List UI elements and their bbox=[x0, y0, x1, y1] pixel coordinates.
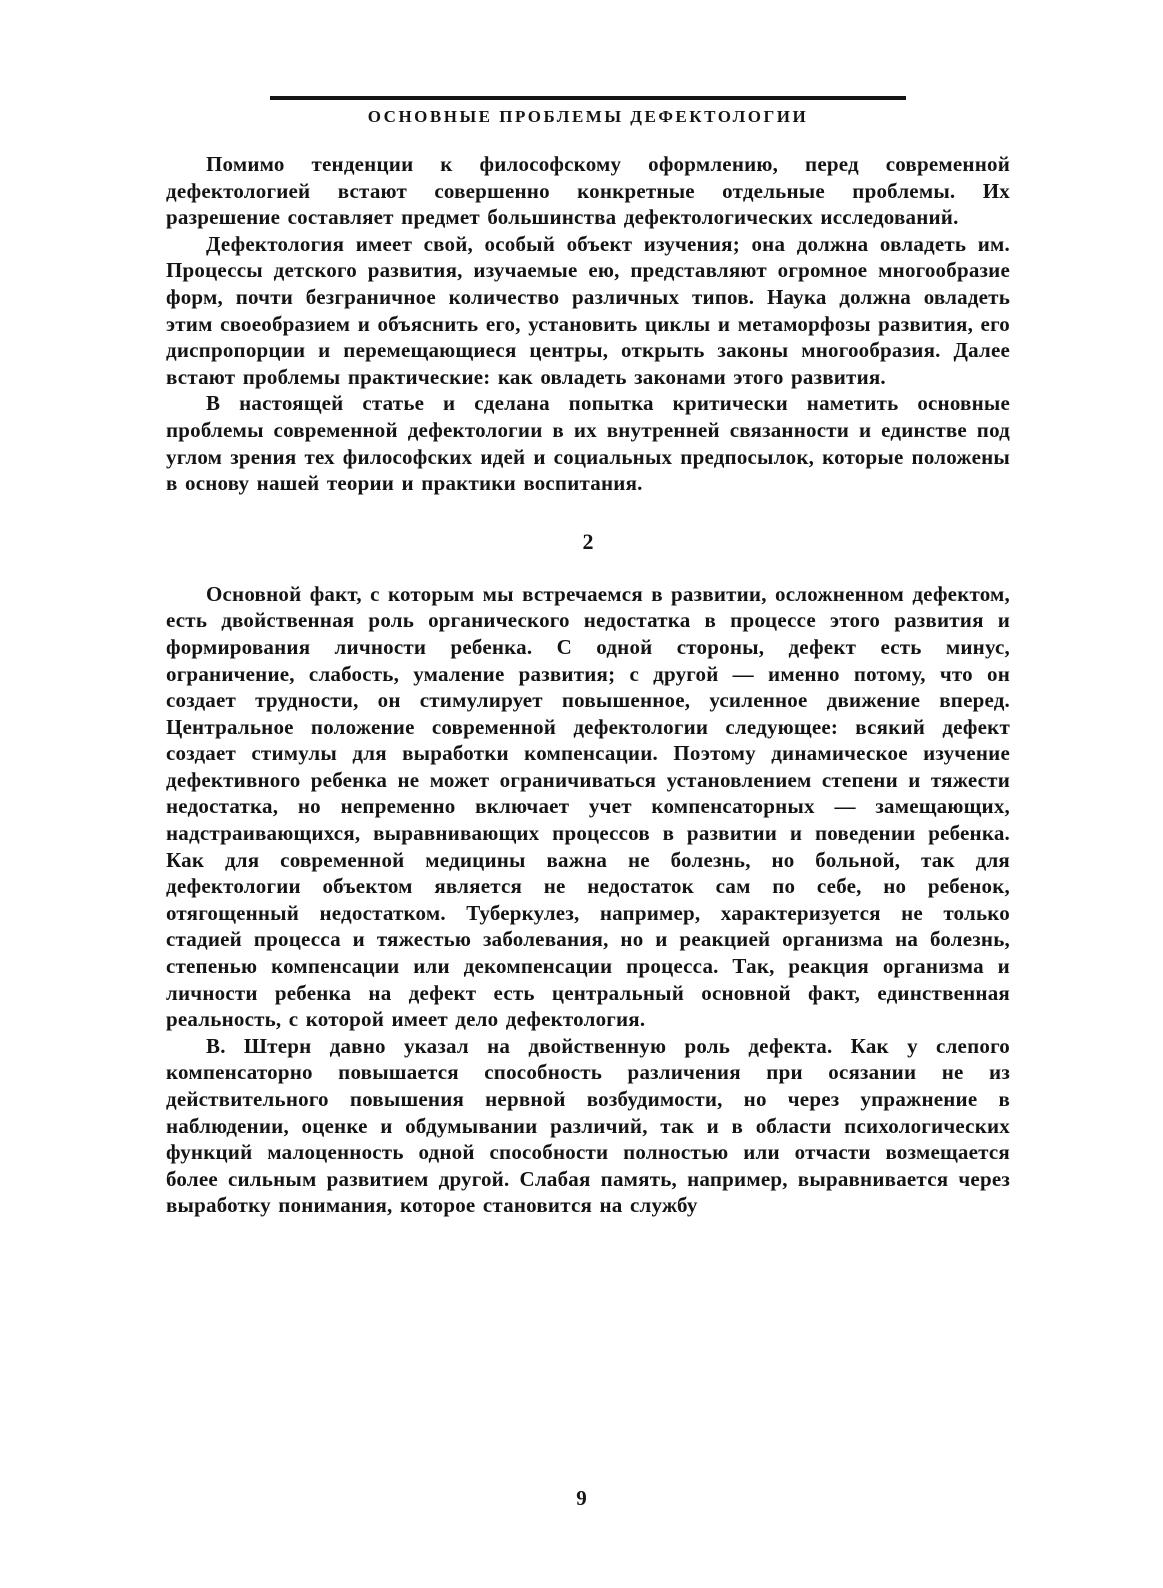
running-header: ОСНОВНЫЕ ПРОБЛЕМЫ ДЕФЕКТОЛОГИИ bbox=[367, 107, 809, 126]
header-rule bbox=[270, 96, 906, 100]
paragraph: В настоящей статье и сделана попытка критически наметить основные проблемы современной дефектологии в их внутренней связанности и единстве под углом зрения тех философских идей и социальных предпосылок, которые положены в основу нашей теории и практики воспитания. bbox=[166, 391, 1010, 496]
page-content bbox=[166, 96, 1010, 1219]
paragraph: В. Штерн давно указал на двойственную роль дефекта. Как у слепого компенсаторно повышается способность различения при осязании не из действительного повышения нервной возбудимости, но через упражнение в наблюдении, оценке и обдумывании различий, так и в области психологических функций малоценность одной способности полностью или отчасти возмещается более сильным развитием другой. Слабая память, например, выравнивается через выработку понимания, которое становится на службу bbox=[166, 1033, 1010, 1218]
paragraph: Основной факт, с которым мы встречаемся в развитии, осложненном дефектом, есть двойственная роль органического недостатка в процессе этого развития и формирования личности ребенка. С одной стороны, дефект есть минус, ограничение, слабость, умаление развития; с другой — именно потому, что он создает трудности, он стимулирует повышенное, усиленное движение вперед. Центральное положение современной дефектологии следующее: всякий дефект создает стимулы для выработки компенсации. Поэтому динамическое изучение дефективного ребенка не может ограничиваться установлением степени и тяжести недостатка, но непременно включает учет компенсаторных — замещающих, надстраивающихся, выравнивающих процессов в развитии и поведении ребенка. Как для современной медицины важна не болезнь, но больной, так для дефектологии объектом является не недостаток сам по себе, но ребенок, отягощенный недостатком. Туберкулез, например, характеризуется не только стадией процесса и тяжестью заболевания, но и реакцией организма на болезнь, степенью компенсации или декомпенсации процесса. Так, реакция организма и личности ребенка на дефект есть центральный основной факт, единственная реальность, с которой имеет дело дефектология. bbox=[166, 581, 1010, 1032]
paragraph: Помимо тенденции к философскому оформлению, перед современной дефектологией встают совершенно конкретные отдельные проблемы. Их разрешение составляет предмет большинства дефектологических исследований. bbox=[166, 152, 1010, 230]
page-number: 9 bbox=[576, 1486, 587, 1510]
paragraph: Дефектология имеет свой, особый объект изучения; она должна овладеть им. Процессы детского развития, изучаемые ею, представляют огромное многообразие форм, почти безграничное количество различных типов. Наука должна овладеть этим своеобразием и объяснить его, установить циклы и метаморфозы развития, его диспропорции и перемещающиеся центры, открыть законы многообразия. Далее встают проблемы практические: как овладеть законами этого развития. bbox=[166, 231, 1010, 389]
section-heading: 2 bbox=[582, 528, 594, 554]
